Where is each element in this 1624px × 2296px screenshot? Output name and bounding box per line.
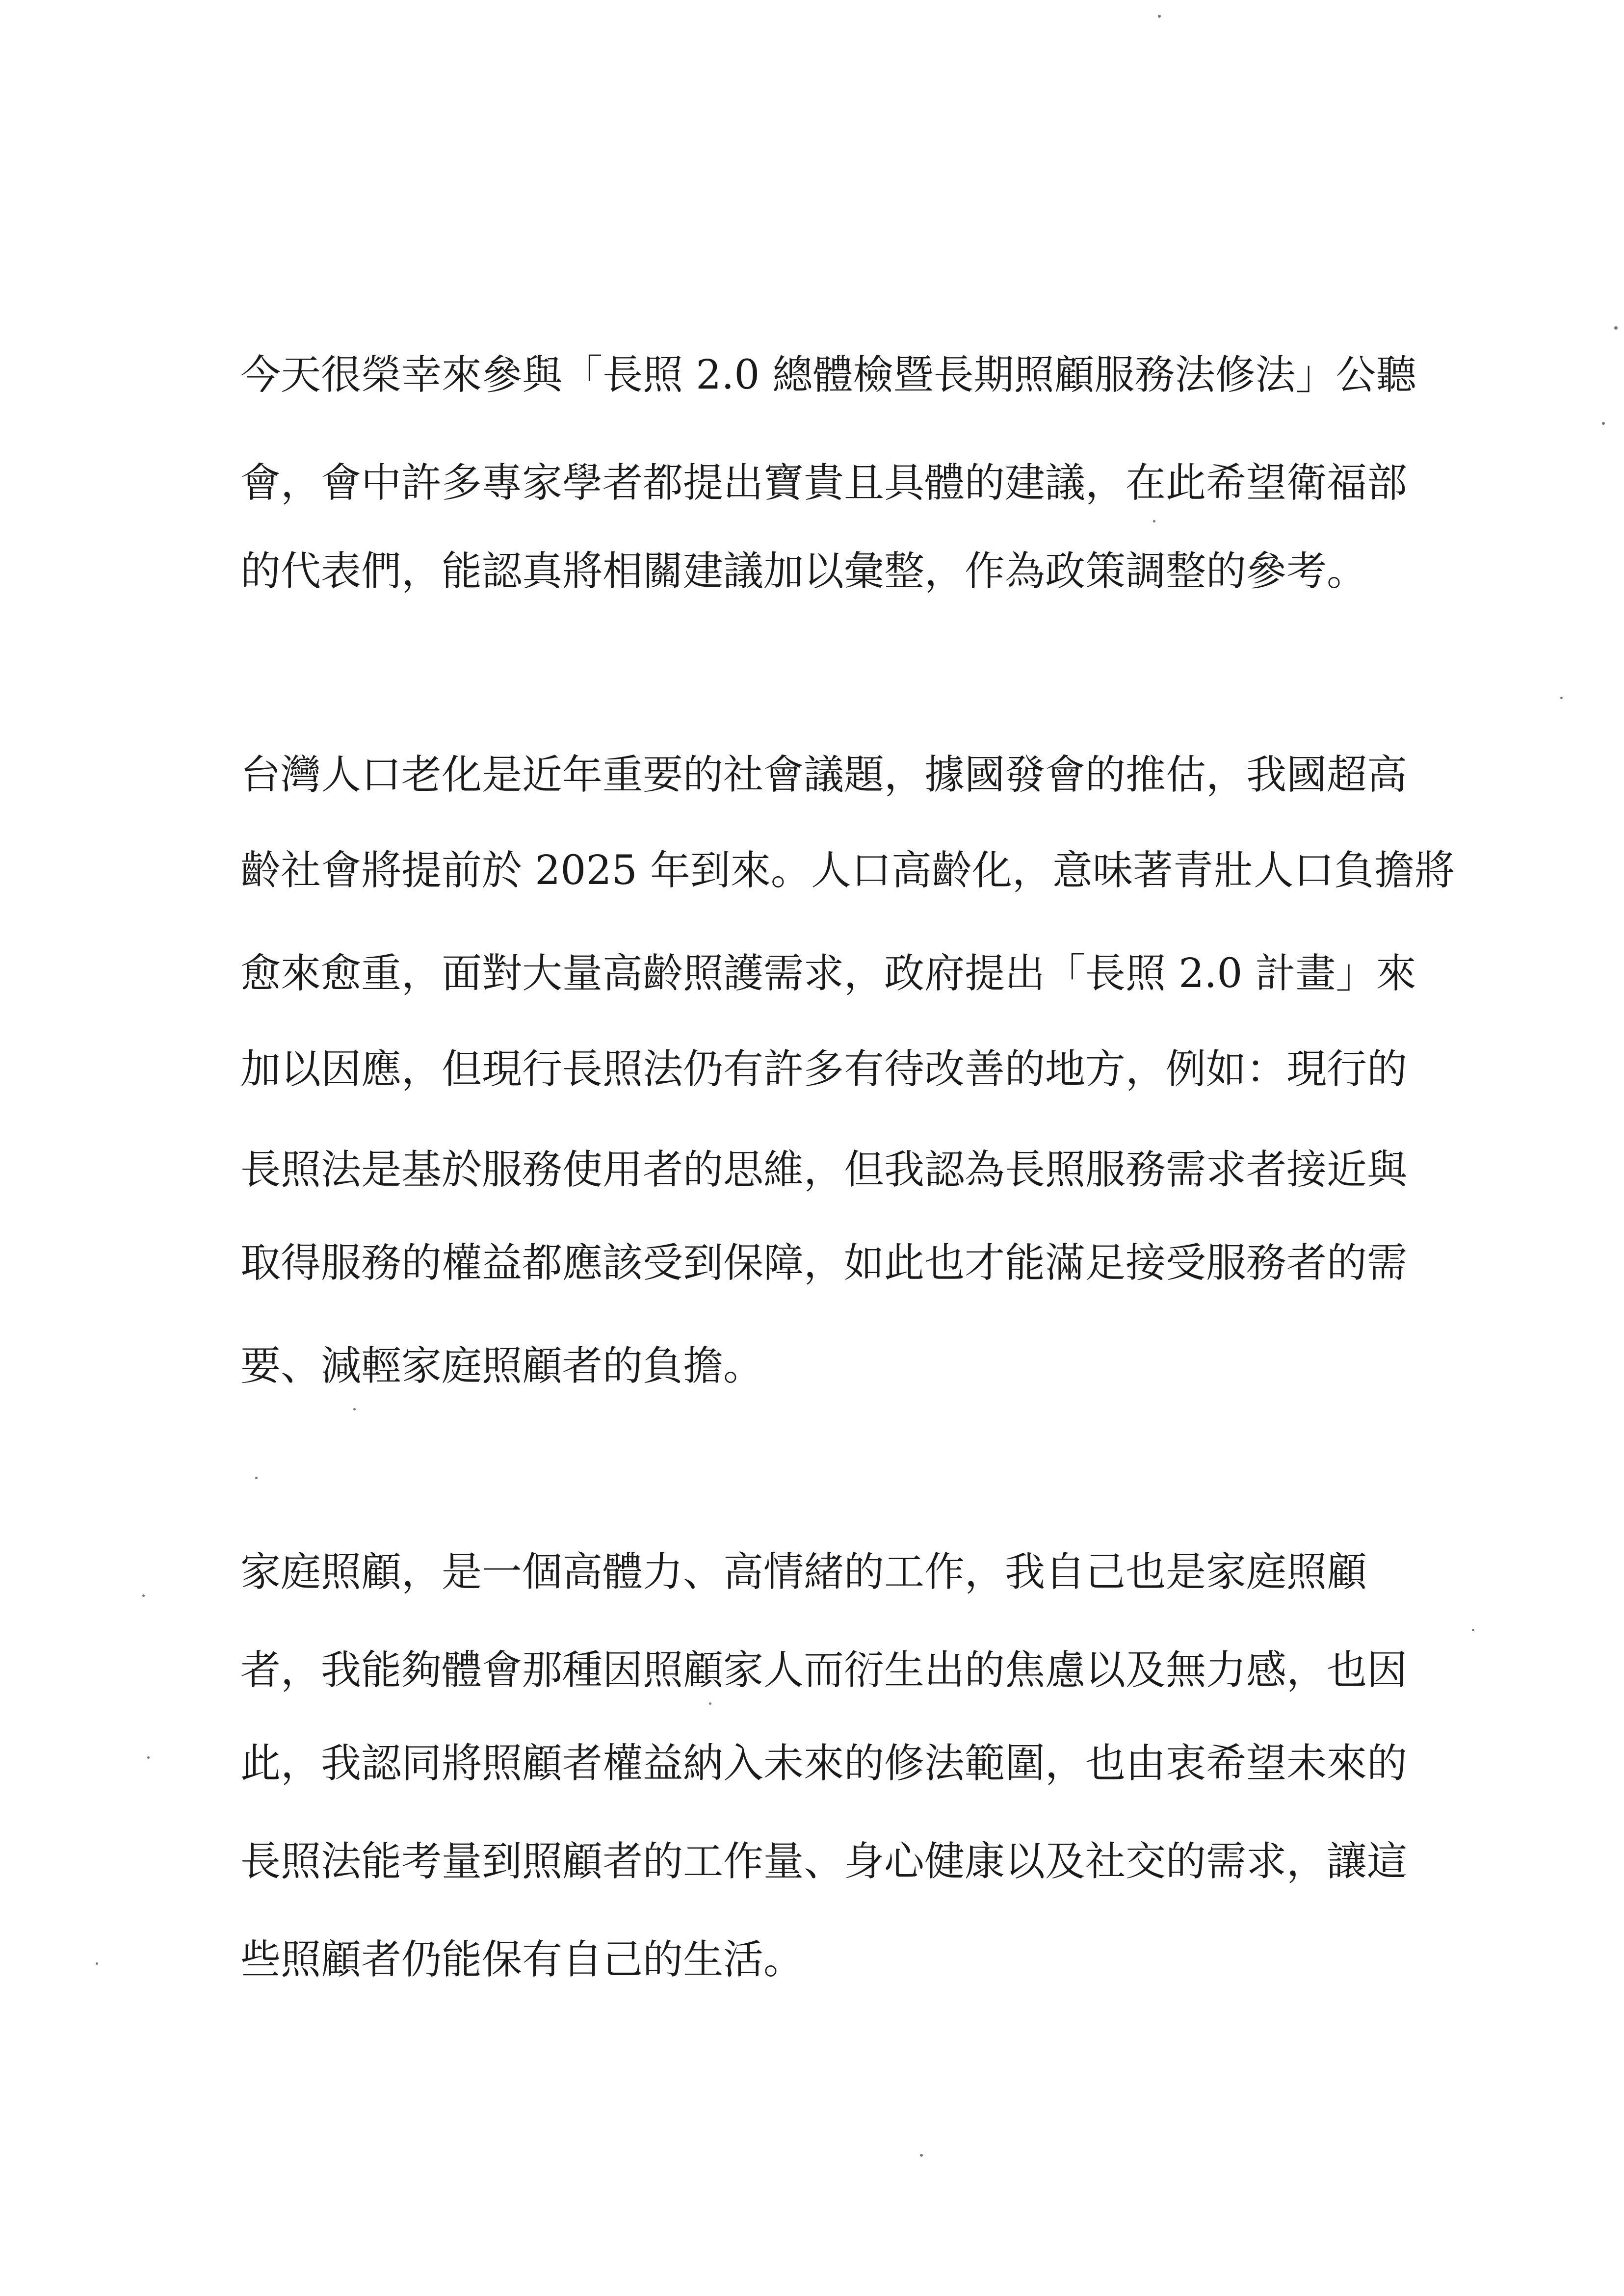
scan-speck xyxy=(255,1477,258,1479)
paragraph-2-line-3: 愈來愈重，面對大量高齡照護需求，政府提出「長照 2.0 計畫」來 xyxy=(240,950,1416,997)
scan-speck xyxy=(142,1594,145,1597)
paragraph-3-line-4: 長照法能考量到照顧者的工作量、身心健康以及社交的需求，讓這 xyxy=(240,1838,1408,1885)
scan-speck xyxy=(1614,326,1618,330)
paragraph-3-line-5: 些照顧者仍能保有自己的生活。 xyxy=(240,1936,804,1983)
paragraph-2-line-6: 取得服務的權益都應該受到保障，如此也才能滿足接受服務者的需 xyxy=(240,1240,1408,1286)
scan-speck xyxy=(96,1962,98,1965)
paragraph-2-line-1: 台灣人口老化是近年重要的社會議題，據國發會的推估，我國超高 xyxy=(240,752,1408,798)
scan-speck xyxy=(353,1408,356,1410)
paragraph-3-line-2: 者，我能夠體會那種因照顧家人而衍生出的焦慮以及無力感，也因 xyxy=(240,1647,1408,1694)
scan-speck xyxy=(1560,697,1563,699)
scan-speck xyxy=(920,2154,923,2157)
paragraph-2-line-7: 要、減輕家庭照顧者的負擔。 xyxy=(240,1343,764,1389)
scan-speck xyxy=(1158,15,1161,18)
paragraph-3-line-3: 此，我認同將照顧者權益納入未來的修法範圍，也由衷希望未來的 xyxy=(240,1740,1408,1787)
scan-speck xyxy=(1153,520,1155,522)
paragraph-2-line-2: 齡社會將提前於 2025 年到來。人口高齡化，意味著青壯人口負擔將 xyxy=(240,847,1455,894)
paragraph-2-line-5: 長照法是基於服務使用者的思維，但我認為長照服務需求者接近與 xyxy=(240,1147,1408,1193)
paragraph-1-line-3: 的代表們，能認真將相關建議加以彙整，作為政策調整的參考。 xyxy=(240,548,1367,595)
paragraph-1-line-1: 今天很榮幸來參與「長照 2.0 總體檢暨長期照顧服務法修法」公聽 xyxy=(240,352,1416,398)
scan-speck xyxy=(1472,1629,1474,1631)
scan-speck xyxy=(1602,422,1605,425)
scan-speck xyxy=(709,1702,711,1705)
paragraph-3-line-1: 家庭照顧，是一個高體力、高情緒的工作，我自己也是家庭照顧 xyxy=(240,1549,1367,1595)
paragraph-2-line-4: 加以因應，但現行長照法仍有許多有待改善的地方，例如：現行的 xyxy=(240,1046,1408,1093)
paragraph-1-line-2: 會，會中許多專家學者都提出寶貴且具體的建議，在此希望衛福部 xyxy=(240,460,1408,506)
scan-speck xyxy=(147,1756,150,1759)
